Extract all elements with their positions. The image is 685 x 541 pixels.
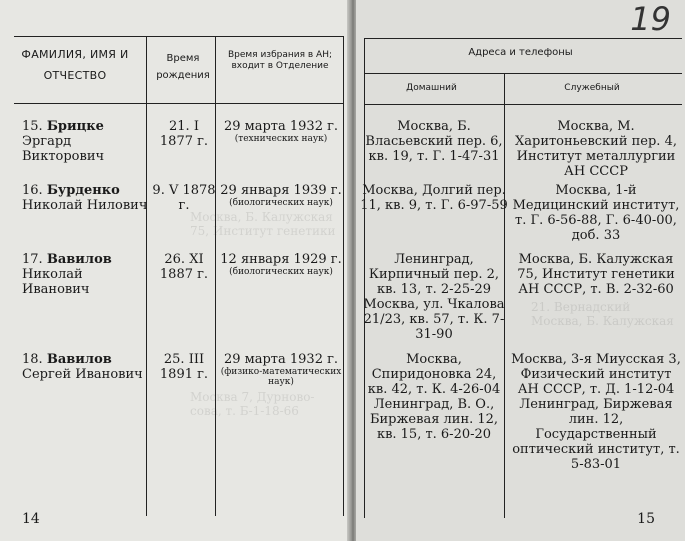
row-work-address: Москва, 3-я Миусская 3, Физический институт АН СССР, т. Д. 1-12-04 Ленинград, Биржевая лин. 12, Государственный оптический институт, т. 5-83-01 bbox=[511, 352, 681, 472]
row-field: (технических наук) bbox=[234, 134, 328, 144]
right-page bbox=[356, 0, 685, 541]
header-elected: Время избрания в АН; входит в Отделение bbox=[227, 50, 333, 71]
row-home-address: Москва, Долгий пер. 11, кв. 9, т. Г. 6-97-59 bbox=[360, 183, 508, 213]
row-field: (физико-математических наук) bbox=[220, 367, 342, 387]
row-born: 9. V 1878 г. bbox=[152, 183, 216, 213]
header-bottom-rule bbox=[14, 103, 344, 104]
row-home-address: Ленинград, Кирпичный пер. 2, кв. 13, т. 2-25-29 Москва, ул. Чкалова 21/23, кв. 57, т. К. 7-31-90 bbox=[363, 252, 505, 342]
row-born: 26. XI 1887 г. bbox=[159, 252, 209, 282]
header-mid-rule bbox=[364, 73, 682, 74]
header-name: ФАМИЛИЯ, ИМЯ И ОТЧЕСТВО bbox=[21, 48, 129, 82]
row-born: 21. I 1877 г. bbox=[159, 119, 209, 149]
row-name: 18. Вавилов Сергей Иванович bbox=[22, 352, 143, 382]
row-elected: 29 марта 1932 г. (технических наук) bbox=[218, 119, 344, 144]
show-through-text: 21. Вернадский Москва, Б. Калужская bbox=[531, 300, 674, 328]
row-home-address: Москва, Б. Власьевский пер. 6, кв. 19, т. Г. 1-47-31 bbox=[365, 119, 503, 164]
pencil-page-mark: 19 bbox=[630, 0, 671, 38]
row-name: 16. Бурденко Николай Нилович bbox=[22, 183, 148, 213]
row-name: 17. Вавилов Николай Иванович bbox=[22, 252, 112, 297]
row-work-address: Москва, М. Харитоньевский пер. 4, Институт металлургии АН СССР bbox=[515, 119, 677, 179]
header-home: Домашний bbox=[406, 83, 457, 93]
header-born: Время рождения bbox=[156, 53, 210, 81]
row-field: (биологических наук) bbox=[229, 267, 333, 277]
header-bottom-rule bbox=[364, 104, 682, 105]
page-number-right: 15 bbox=[637, 511, 655, 527]
header-work: Служебный bbox=[564, 83, 620, 93]
row-work-address: Москва, Б. Калужская 75, Институт генетики АН СССР, т. В. 2-32-60 bbox=[517, 252, 675, 297]
row-field: (биологических наук) bbox=[229, 198, 333, 208]
table-top-rule bbox=[364, 38, 682, 39]
row-name: 15. Брицке Эргард Викторович bbox=[22, 119, 105, 164]
page-number-left: 14 bbox=[22, 511, 40, 527]
row-elected: 12 января 1929 г. (биологических наук) bbox=[218, 252, 344, 277]
row-elected: 29 марта 1932 г. (физико-математических наук) bbox=[218, 352, 344, 387]
header-addresses: Адреса и телефоны bbox=[468, 47, 573, 58]
show-through-text-2: Москва 7, Дурново- сова, т. Б-1-18-66 bbox=[190, 390, 315, 418]
show-through-text: Москва, Б. Калужская 75, Институт генетики bbox=[190, 210, 336, 238]
row-home-address: Москва, Спиридоновка 24, кв. 42, т. К. 4-26-04 Ленинград, В. О., Биржевая лин. 12, кв. 15, т. 6-20-20 bbox=[367, 352, 501, 442]
row-elected: 29 января 1939 г. (биологических наук) bbox=[218, 183, 344, 208]
row-born: 25. III 1891 г. bbox=[159, 352, 209, 382]
row-work-address: Москва, 1-й Медицинский институт, т. Г. 6-56-88, Г. 6-40-00, доб. 33 bbox=[512, 183, 680, 243]
table-top-rule bbox=[14, 36, 344, 37]
